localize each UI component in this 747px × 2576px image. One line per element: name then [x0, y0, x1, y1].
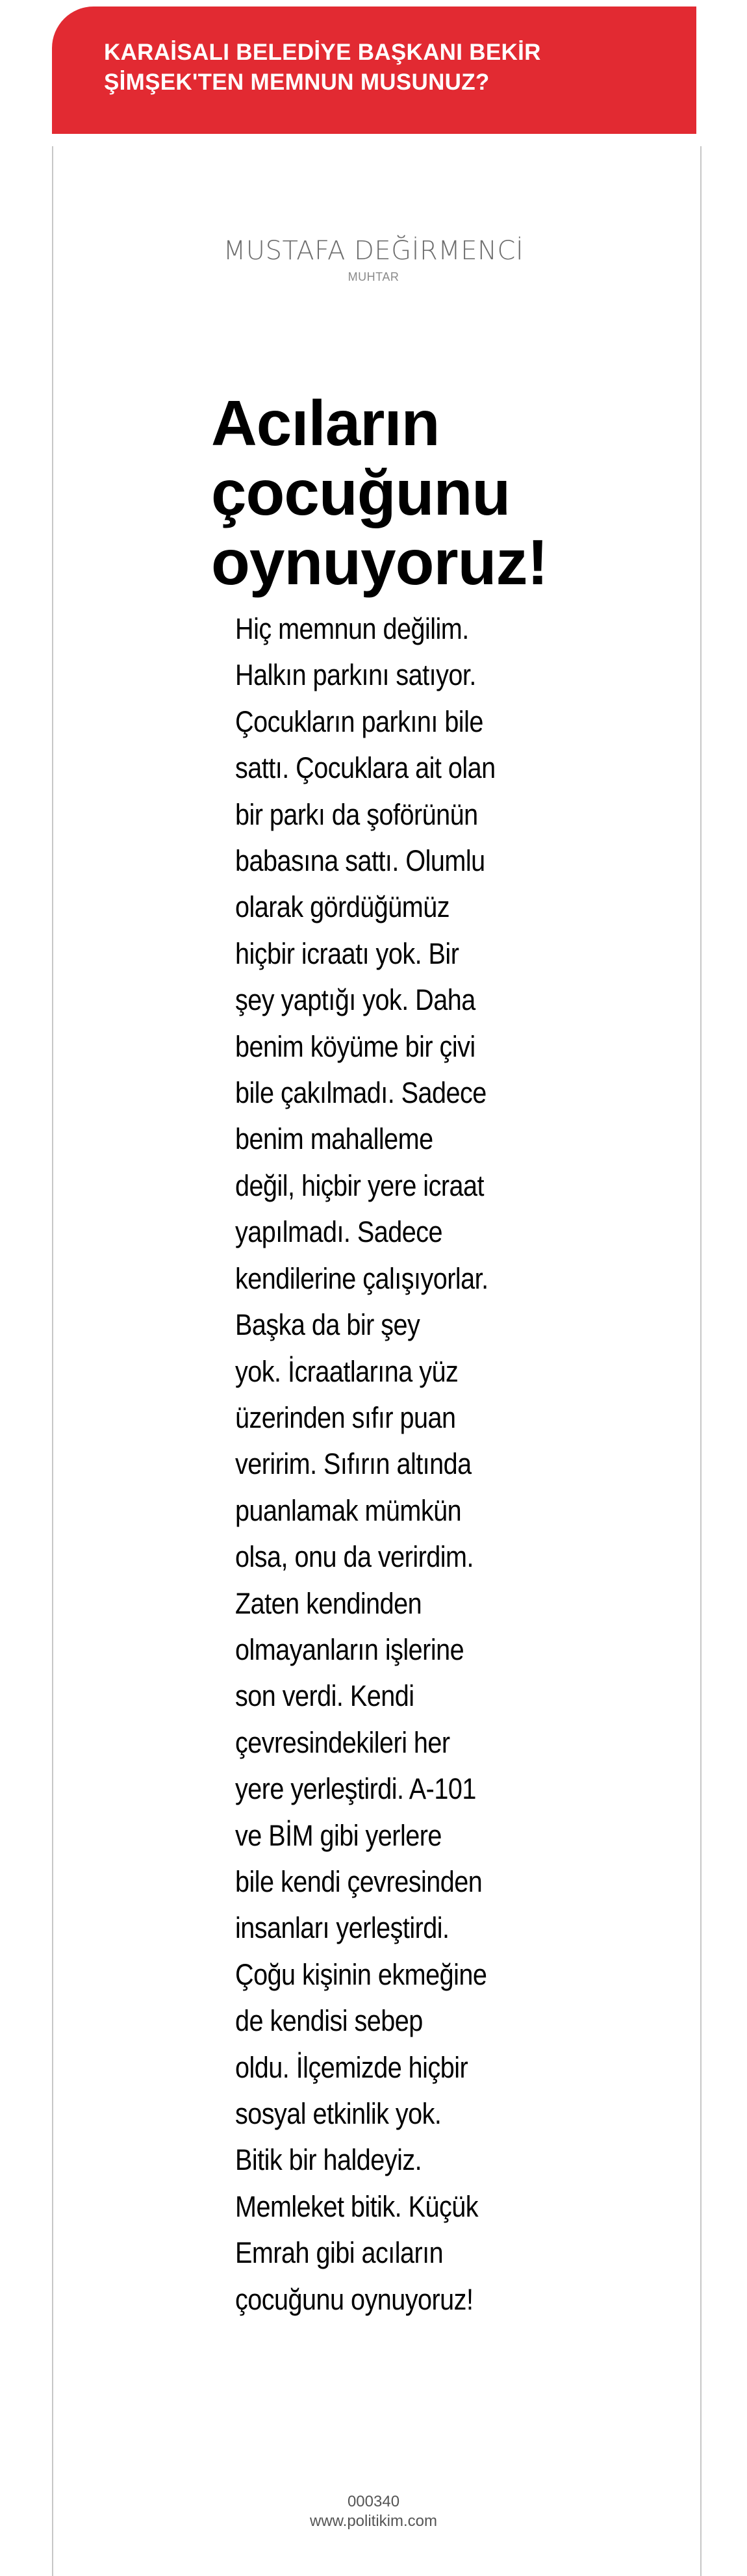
- body-line: Emrah gibi acıların: [235, 2236, 444, 2270]
- banner-title-line-2: ŞİMŞEK'TEN MEMNUN MUSUNUZ?: [104, 70, 490, 95]
- body-line: Zaten kendinden: [235, 1586, 422, 1620]
- body-line: olmayanların işlerine: [235, 1632, 464, 1666]
- body-line: puanlamak mümkün: [235, 1493, 462, 1527]
- body-line: son verdi. Kendi: [235, 1679, 414, 1713]
- body-line: Bitik bir haldeyiz.: [235, 2143, 422, 2177]
- body-line: yere yerleştirdi. A-101: [235, 1772, 476, 1806]
- body-line: insanları yerleştirdi.: [235, 1911, 449, 1945]
- body-line: olsa, onu da verirdim.: [235, 1540, 474, 1574]
- body-line: veririm. Sıfırın altında: [235, 1447, 472, 1481]
- body-line: benim köyüme bir çivi: [235, 1029, 475, 1063]
- body-line: yok. İcraatlarına yüz: [235, 1354, 459, 1388]
- body-line: kendilerine çalışıyorlar.: [235, 1261, 488, 1295]
- article-body: [235, 606, 533, 2323]
- body-line: oldu. İlçemizde hiçbir: [235, 2050, 468, 2084]
- body-line: hiçbir icraatı yok. Bir: [235, 936, 459, 970]
- body-line: değil, hiçbir yere icraat: [235, 1168, 484, 1202]
- body-line: benim mahalleme: [235, 1122, 433, 1156]
- author-role: MUHTAR: [348, 270, 399, 283]
- body-line: bile kendi çevresinden: [235, 1864, 483, 1898]
- body-line: Çocukların parkını bile: [235, 704, 483, 738]
- body-line: Memleket bitik. Küçük: [235, 2189, 479, 2223]
- banner-title-line-1: KARAİSALI BELEDİYE BAŞKANI BEKİR: [104, 40, 541, 65]
- body-line: çocuğunu oynuyoruz!: [235, 2282, 474, 2316]
- body-line: ve BİM gibi yerlere: [235, 1818, 442, 1852]
- body-line: bile çakılmadı. Sadece: [235, 1076, 487, 1110]
- body-line: sattı. Çocuklara ait olan: [235, 751, 496, 785]
- ad-code: 000340: [347, 2493, 400, 2510]
- body-line: Halkın parkını satıyor.: [235, 658, 476, 692]
- frame-right-border: [700, 146, 702, 2576]
- body-line: sosyal etkinlik yok.: [235, 2097, 442, 2130]
- body-line: de kendisi sebep: [235, 2004, 423, 2038]
- article-headline: [211, 389, 575, 597]
- author-name: MUSTAFA DEĞİRMENCİ: [223, 236, 524, 266]
- website-url: www.politikim.com: [309, 2512, 438, 2530]
- body-line: bir parkı da şoförünün: [235, 797, 478, 831]
- body-line: Hiç memnun değilim.: [235, 612, 469, 645]
- body-line: şey yaptığı yok. Daha: [235, 983, 475, 1017]
- body-line: Çoğu kişinin ekmeğine: [235, 1957, 487, 1991]
- frame-left-border: [52, 146, 53, 2576]
- body-line: çevresindekileri her: [235, 1725, 450, 1759]
- body-line: yapılmadı. Sadece: [235, 1215, 443, 1249]
- headline-line: oynuyoruz!: [211, 526, 548, 598]
- body-line: üzerinden sıfır puan: [235, 1400, 456, 1434]
- headline-line: çocuğunu: [211, 457, 511, 528]
- body-line: olarak gördüğümüz: [235, 890, 450, 924]
- headline-line: Acıların: [211, 387, 440, 459]
- body-line: babasına sattı. Olumlu: [235, 844, 485, 878]
- header-banner: [52, 6, 696, 134]
- body-line: Başka da bir şey: [235, 1308, 420, 1342]
